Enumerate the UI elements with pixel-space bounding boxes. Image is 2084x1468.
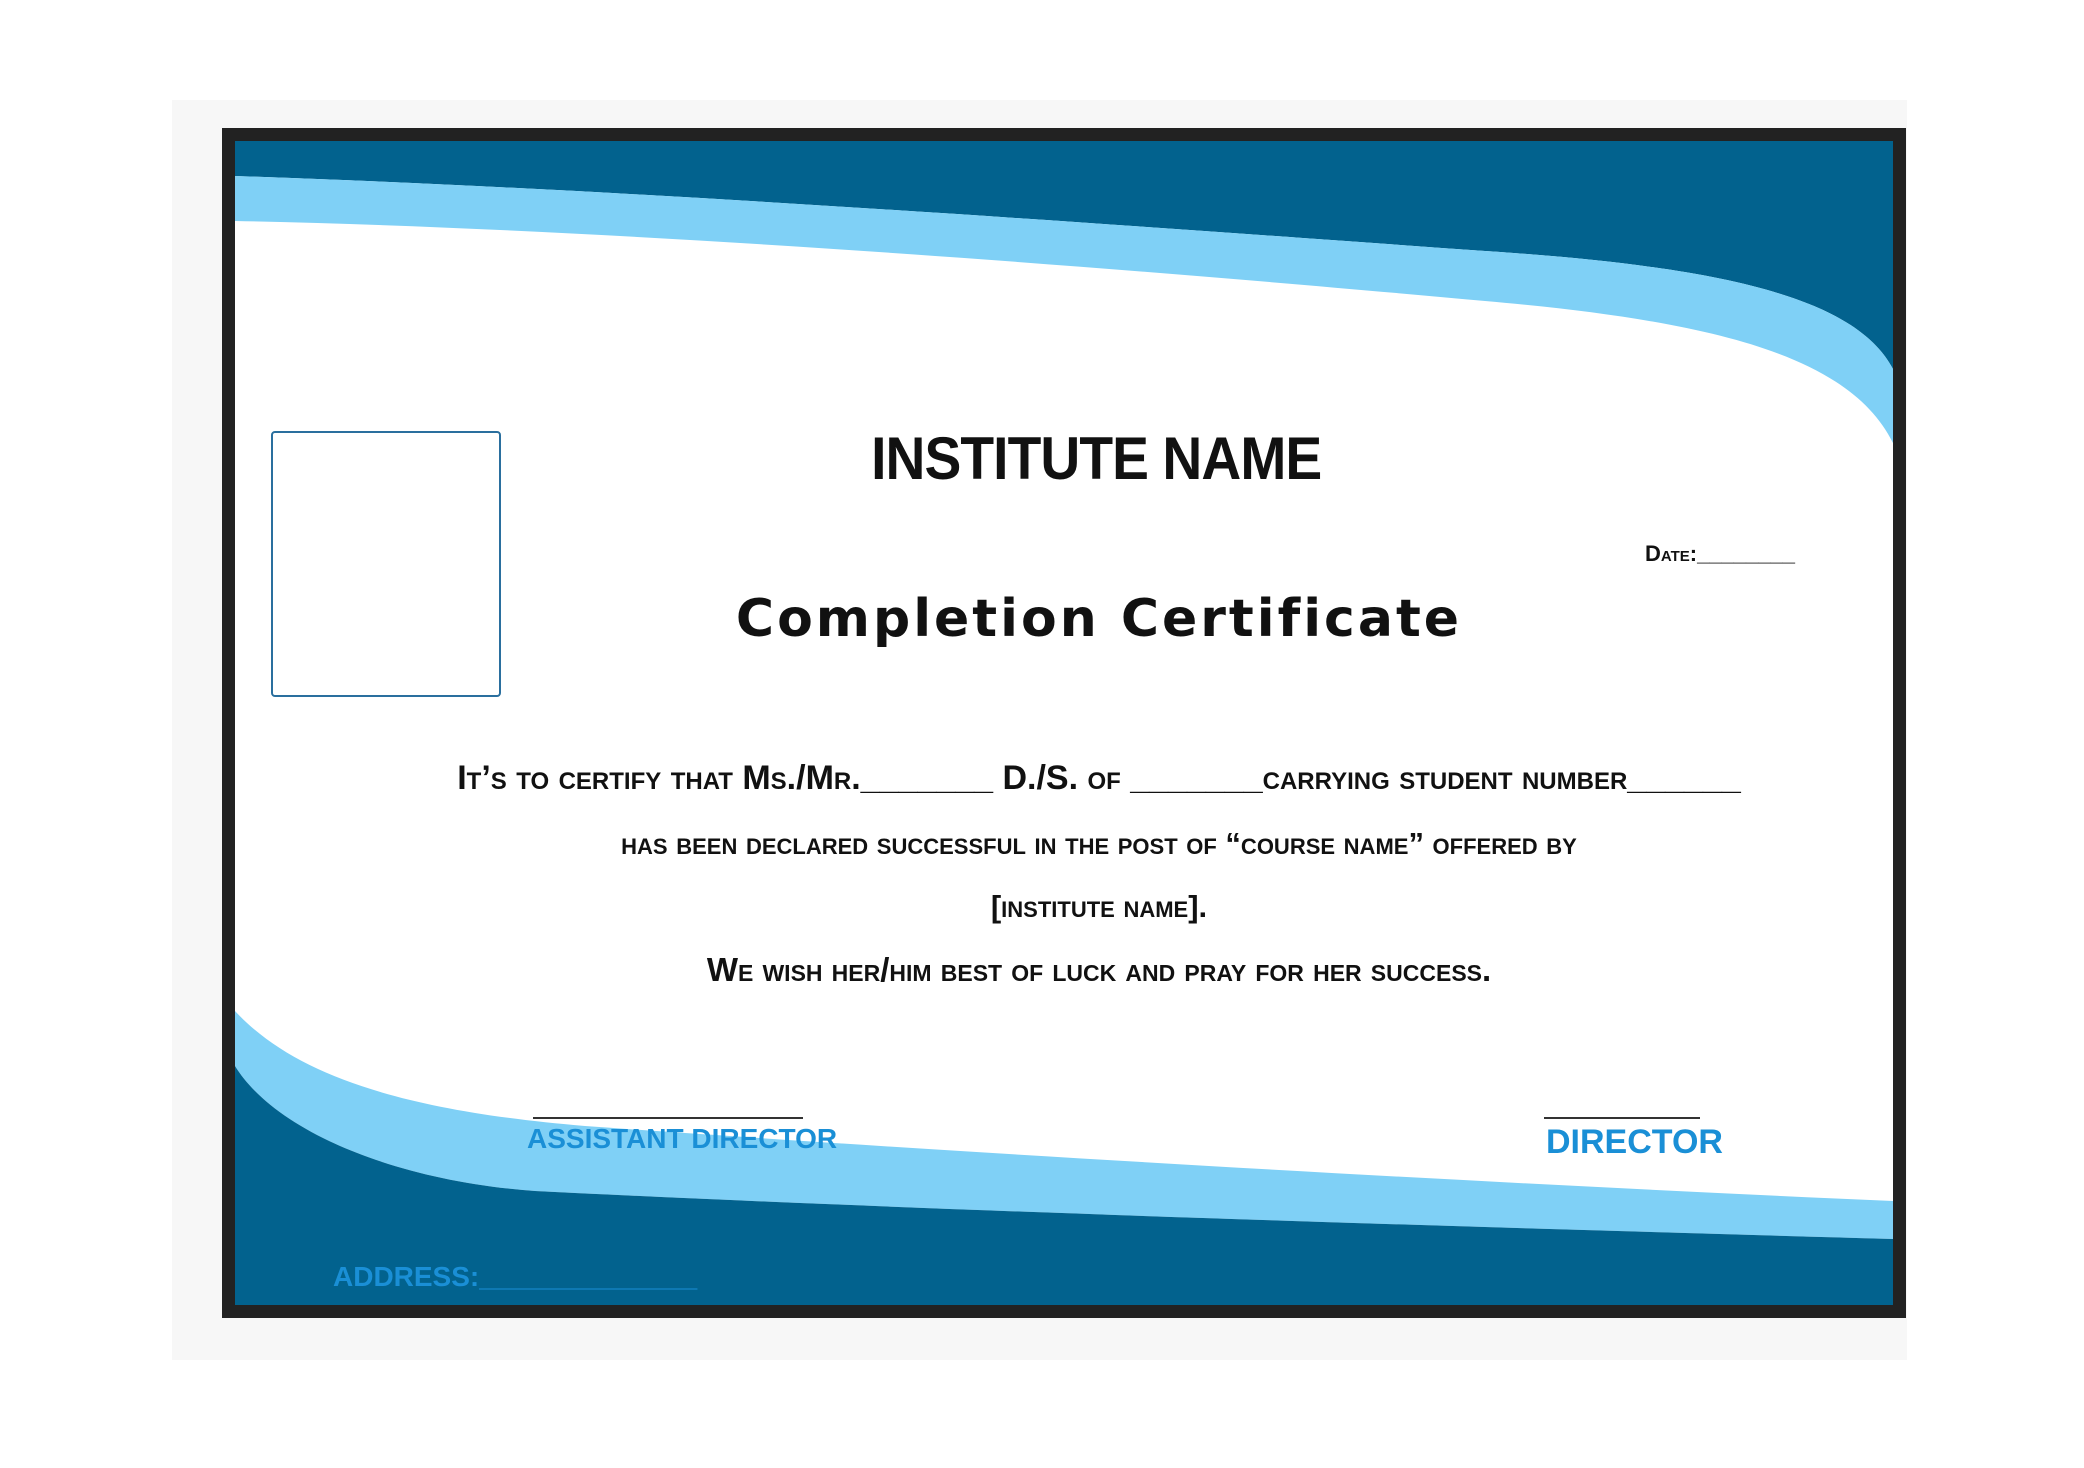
assistant-director-signature-line — [533, 1117, 803, 1119]
assistant-director-label: ASSISTANT DIRECTOR — [527, 1123, 838, 1154]
certificate — [222, 128, 1906, 1318]
body-line-1: It’s to certify that Ms./Mr._______ D./S. of _______carrying student number______ — [457, 759, 1741, 797]
address-field: ADDRESS:______________ — [333, 1261, 698, 1292]
director-label: DIRECTOR — [1546, 1123, 1723, 1161]
body-line-3: [institute name]. — [990, 889, 1208, 924]
body-line-4: We wish her/him best of luck and pray for her success. — [706, 951, 1492, 988]
body-line-2: has been declared successful in the post of “course name” offered by — [621, 826, 1577, 861]
certificate-title: Completion Certificate — [735, 589, 1463, 649]
date-field: Date:________ — [1645, 541, 1795, 566]
institute-name-heading: INSTITUTE NAME — [871, 425, 1322, 492]
director-signature-line — [1544, 1117, 1700, 1119]
